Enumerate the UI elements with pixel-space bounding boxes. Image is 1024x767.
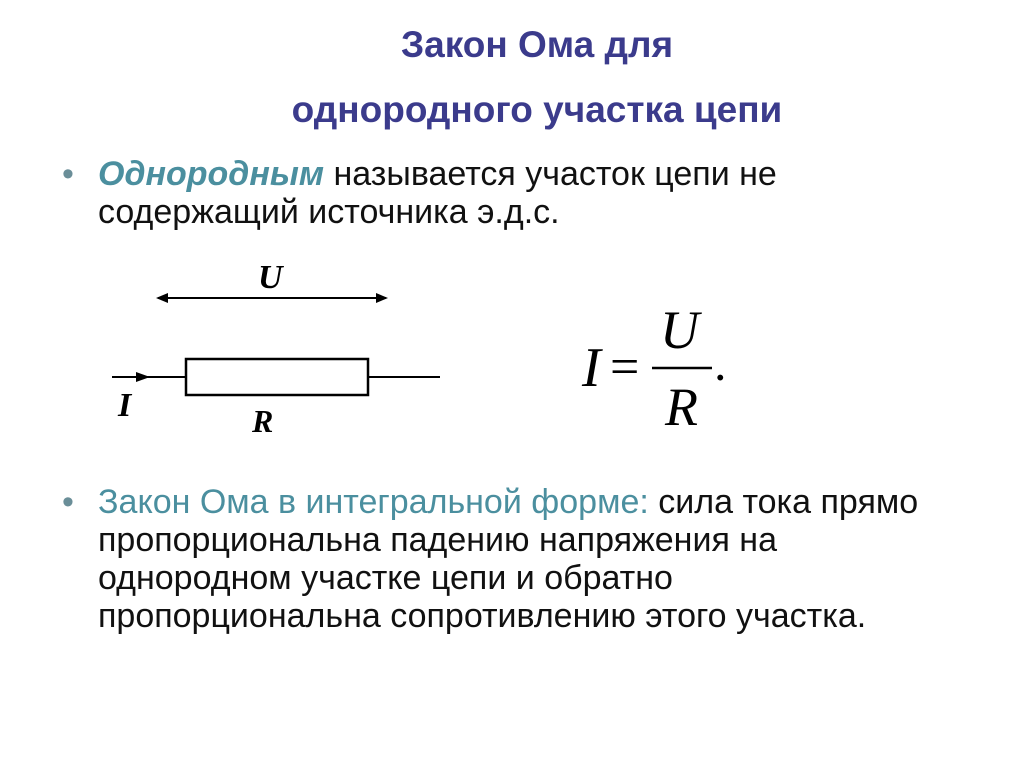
current-label: I (118, 387, 132, 424)
voltage-arrow-left-head (156, 293, 168, 303)
resistor (186, 359, 368, 395)
definition-text: называется участок цепи не содержащий источника э.д.с. (98, 155, 777, 231)
current-arrow-head (136, 372, 150, 382)
title-line-2: однородного участка цепи (291, 89, 783, 130)
formula-numerator: U (660, 300, 699, 360)
title-line-1: Закон Ома для (400, 24, 674, 65)
formula-equals: = (610, 339, 640, 396)
formula-lhs: I (582, 337, 601, 399)
ohms-law-text: сила тока прямо пропорциональна падению напряжения на однородном участке цепи и обратно пропорциональна сопротивлению этого участка. (98, 483, 919, 635)
voltage-label: U (258, 259, 283, 296)
term-homogeneous: Однородным (98, 155, 325, 193)
bullet-ohms-law-text (98, 483, 958, 635)
bullet-marker: • (62, 483, 74, 521)
voltage-arrow-right-head (376, 293, 388, 303)
term-integral-form: Закон Ома в интегральной форме: (98, 483, 649, 521)
formula-denominator: R (665, 377, 698, 437)
formula-period: . (714, 335, 727, 391)
resistance-label: R (252, 403, 274, 439)
bullet-marker: • (62, 155, 74, 193)
